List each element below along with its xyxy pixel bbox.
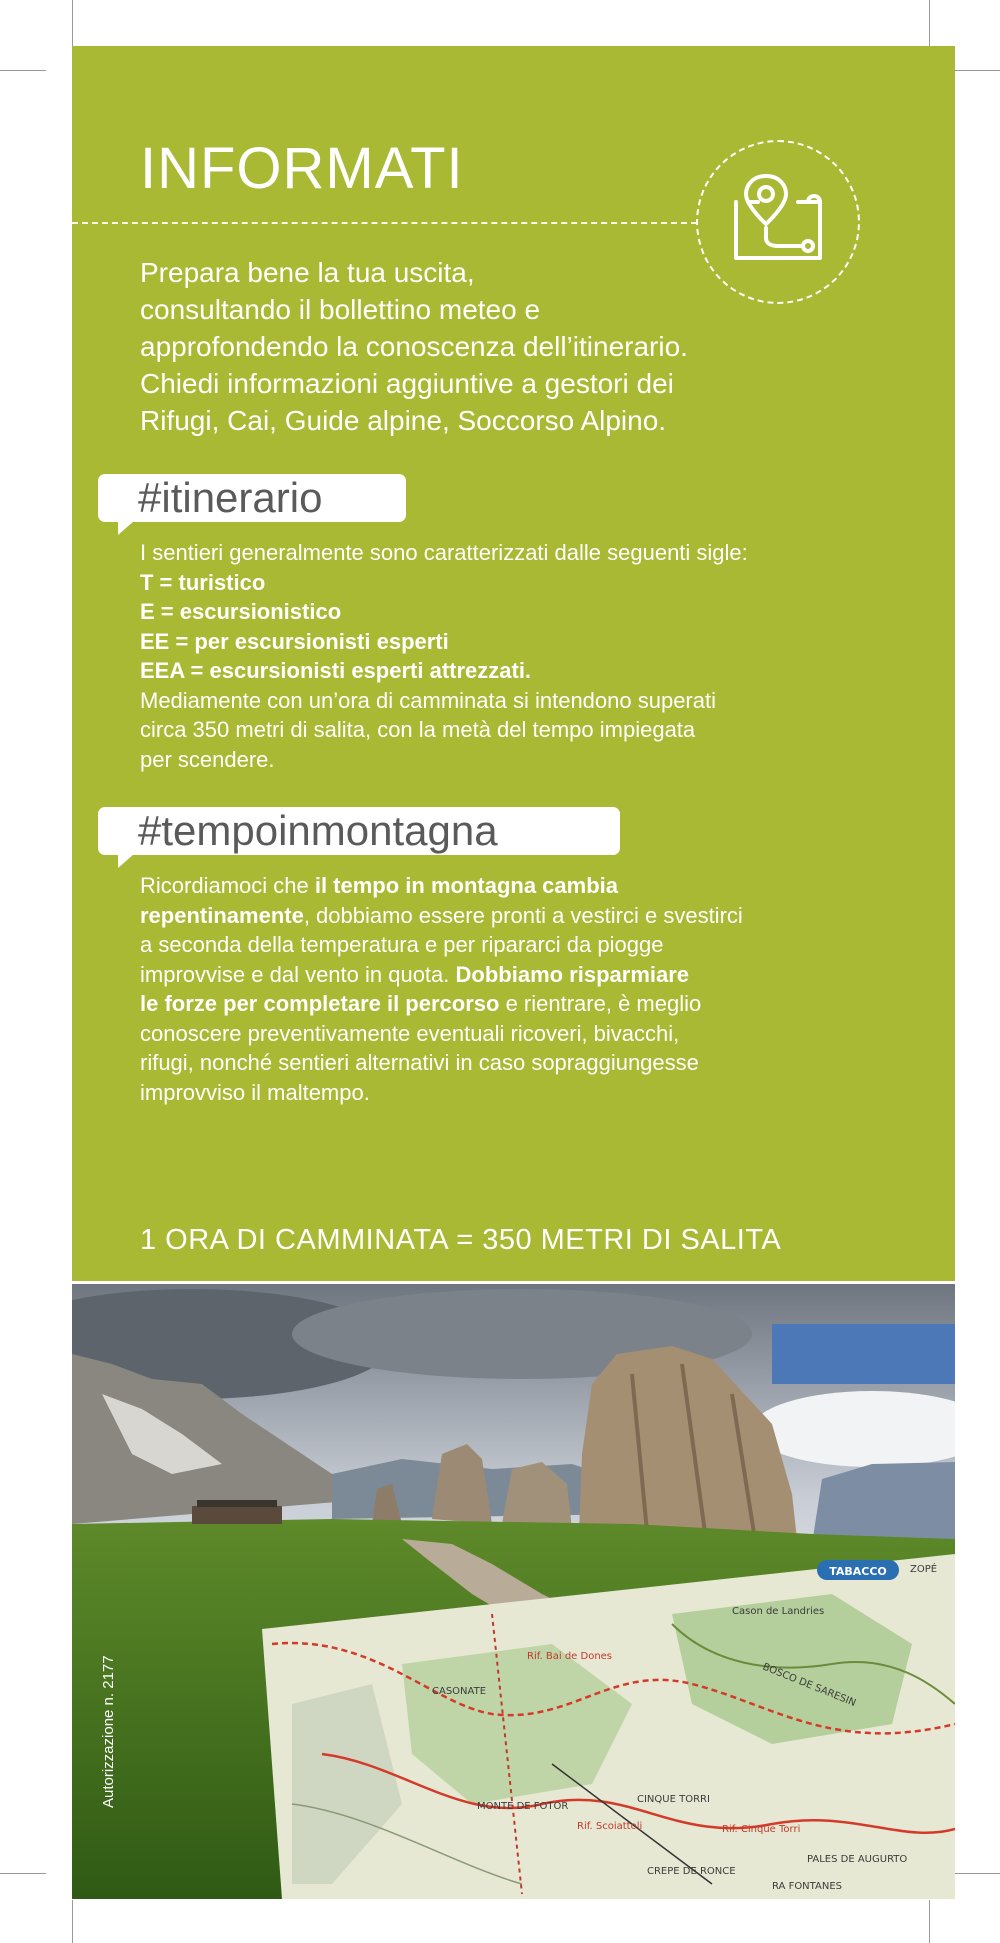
authorization-number: Autorizzazione n. 2177 bbox=[100, 1655, 117, 1808]
intro-line: Chiedi informazioni aggiuntive a gestori dei bbox=[140, 368, 674, 399]
tempo-text bbox=[140, 871, 940, 1107]
tempo-text-run: improvviso il maltempo. bbox=[140, 1079, 370, 1105]
crop-mark bbox=[954, 1873, 1000, 1874]
intro-line: consultando il bollettino meteo e bbox=[140, 294, 541, 325]
map-label: RA FONTANES bbox=[772, 1881, 842, 1892]
mountain-photo bbox=[72, 1284, 955, 1899]
map-brand: TABACCO bbox=[829, 1565, 887, 1578]
intro-line: Rifugi, Cai, Guide alpine, Soccorso Alpino. bbox=[140, 405, 667, 436]
itinerario-note: circa 350 metri di salita, con la metà del tempo impiegata bbox=[140, 717, 696, 742]
intro-paragraph bbox=[140, 254, 900, 439]
code-item: T = turistico bbox=[140, 569, 266, 595]
tempo-bold-run: repentinamente bbox=[140, 902, 304, 928]
map-label: Rif. Scoiattoli bbox=[577, 1821, 643, 1832]
crop-mark bbox=[0, 1873, 46, 1874]
tempo-text-run: e rientrare, è meglio bbox=[499, 991, 702, 1016]
itinerario-lead: I sentieri generalmente sono caratterizzati dalle seguenti sigle: bbox=[140, 540, 748, 565]
dashed-divider bbox=[72, 222, 697, 224]
map-label: Cason de Landries bbox=[732, 1606, 825, 1617]
crop-mark bbox=[929, 1900, 930, 1943]
tempo-text-run: rifugi, nonché sentieri alternativi in caso sopraggiungesse bbox=[140, 1050, 699, 1075]
crop-mark bbox=[954, 70, 1000, 71]
crop-mark bbox=[0, 70, 46, 71]
footer-tagline: 1 ORA DI CAMMINATA = 350 METRI DI SALITA bbox=[140, 1224, 782, 1256]
tempo-text-run: , dobbiamo essere pronti a vestirci e svestirci bbox=[303, 902, 743, 928]
tempo-bold-run: le forze per completare il percorso bbox=[140, 991, 500, 1016]
tempo-text-run: a seconda della temperatura e per ripararci da piogge bbox=[140, 932, 664, 957]
tempo-text-run: improvvise e dal vento in quota. bbox=[140, 961, 456, 987]
crop-mark bbox=[929, 0, 930, 46]
page-title: INFORMATI bbox=[140, 136, 464, 201]
mountain-hut bbox=[192, 1506, 282, 1524]
code-item: E = escursionistico bbox=[140, 599, 342, 624]
intro-line: approfondendo la conoscenza dell’itinerario. bbox=[140, 331, 688, 362]
landscape-illustration bbox=[72, 1284, 955, 1899]
map-label: Rif. Cinque Torri bbox=[722, 1824, 801, 1835]
tempo-bold-run: Dobbiamo risparmiare bbox=[455, 961, 690, 987]
tag-tempoinmontagna: #tempoinmontagna bbox=[98, 807, 620, 855]
intro-line: Prepara bene la tua uscita, bbox=[140, 257, 475, 288]
blue-sky-patch bbox=[772, 1324, 955, 1384]
map-label: Rif. Bai de Dones bbox=[527, 1651, 613, 1662]
map-label: PALES DE AUGURTO bbox=[807, 1854, 908, 1865]
tag-itinerario: #itinerario bbox=[98, 474, 406, 522]
itinerario-text bbox=[140, 538, 940, 774]
crop-mark bbox=[72, 0, 73, 46]
itinerario-note: Mediamente con un’ora di camminata si intendono superati bbox=[140, 687, 716, 713]
code-item: EEA = escursionisti esperti attrezzati. bbox=[140, 658, 532, 683]
map-label: ZOPÉ bbox=[910, 1564, 938, 1575]
tempo-bold-run: il tempo in montagna cambia bbox=[314, 873, 618, 898]
map-label: CREPE DE RONCE bbox=[647, 1866, 736, 1877]
map-label: CASONATE bbox=[432, 1686, 487, 1697]
info-panel bbox=[72, 46, 955, 1281]
itinerario-note: per scendere. bbox=[140, 746, 275, 772]
code-item: EE = per escursionisti esperti bbox=[140, 628, 449, 654]
tempo-text-run: Ricordiamoci che bbox=[140, 873, 315, 898]
map-label: CINQUE TORRI bbox=[637, 1794, 710, 1805]
map-label: MONTE DE FOTOR bbox=[477, 1801, 569, 1812]
map-label: BOSCO DE SARESIN bbox=[760, 1661, 858, 1710]
tempo-text-run: conoscere preventivamente eventuali ricoveri, bivacchi, bbox=[140, 1020, 680, 1046]
crop-mark bbox=[72, 1900, 73, 1943]
hut-roof bbox=[197, 1500, 277, 1507]
